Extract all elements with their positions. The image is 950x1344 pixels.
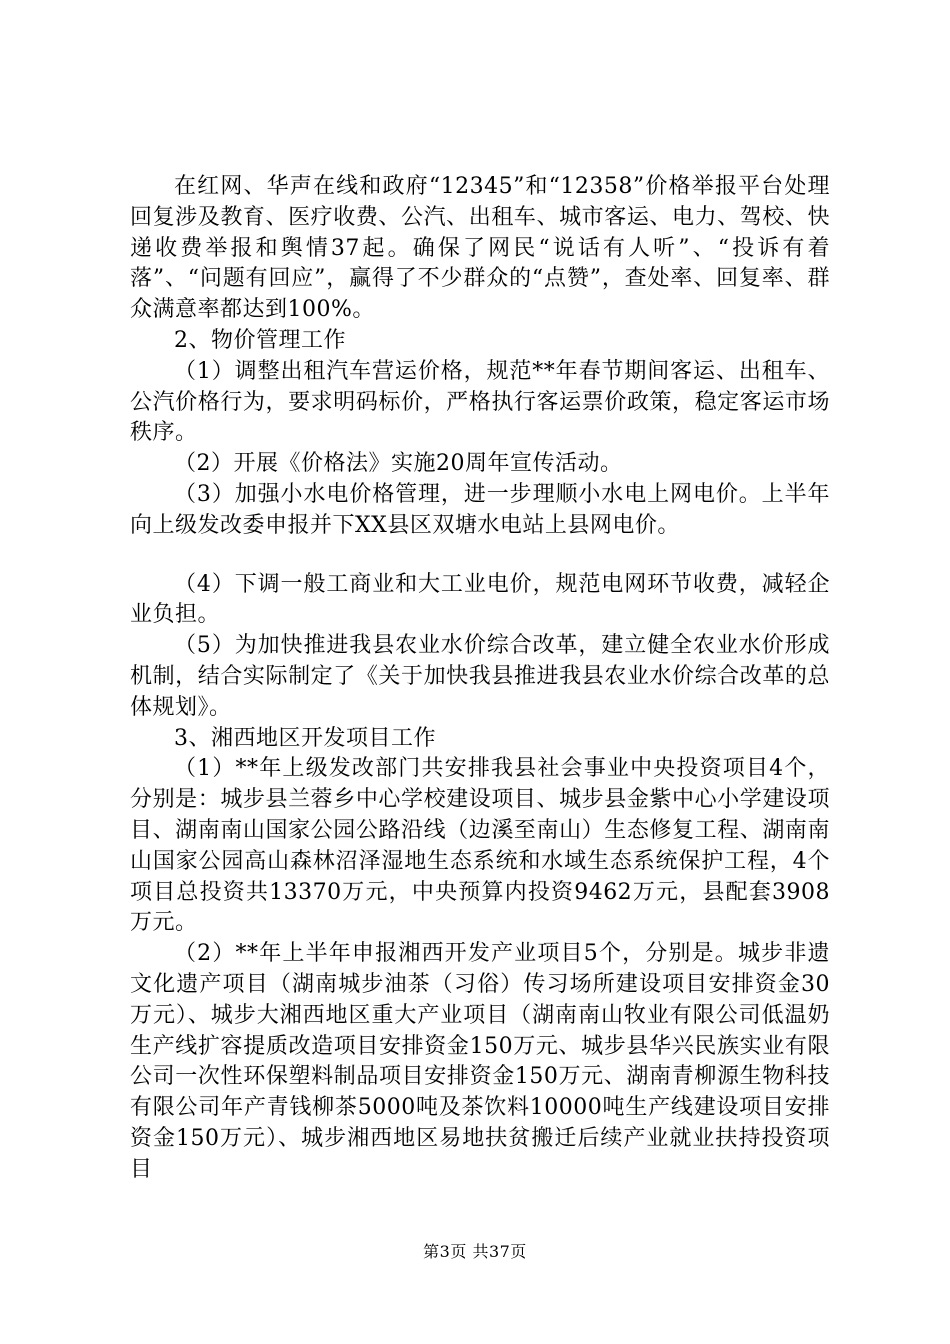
paragraph-taxi-pricing: （1）调整出租汽车营运价格，规范**年春节期间客运、出租车、公汽价格行为，要求明码标价，严格执行客运票价政策，稳定客运市场秩序。 bbox=[130, 358, 830, 446]
heading-xiangxi-projects: 3、湘西地区开发项目工作 bbox=[174, 725, 436, 751]
paragraph-water-price-reform: （5）为加快推进我县农业水价综合改革，建立健全农业水价形成机制，结合实际制定了《关于加快我县推进我县农业水价综合改革的总体规划》。 bbox=[130, 633, 830, 720]
document-body bbox=[130, 172, 830, 1186]
page-number-footer: 第3页 共37页 bbox=[423, 1242, 527, 1261]
paragraph-hydropower-pricing: （3）加强小水电价格管理，进一步理顺小水电上网电价。上半年向上级发改委申报并下XX县区双塘水电站上县网电价。 bbox=[130, 481, 830, 538]
paragraph-industry-projects: （2）**年上半年申报湘西开发产业项目5个，分别是。城步非遗文化遗产项目（湖南城步油茶（习俗）传习场所建设项目安排资金30万元）、城步大湘西地区重大产业项目（湖南南山牧业有限公司低温奶生产线扩容提质改造项目安排资金150万元、城步县华兴民族实业有限公司一次性环保塑料制品项目安排资金150万元、湖南青柳源生物科技有限公司年产青钱柳茶5000吨及茶饮料10000吨生产线建设项目安排资金150万元）、城步湘西地区易地扶贫搬迁后续产业就业扶持投资项目 bbox=[130, 941, 830, 1182]
paragraph-complaint-handling: 在红网、华声在线和政府“12345”和“12358”价格举报平台处理回复涉及教育、医疗收费、公汽、出租车、城市客运、电力、驾校、快递收费举报和舆情37起。确保了网民“说话有人听”、“投诉有着落”、“问题有回应”，赢得了不少群众的“点赞”，查处率、回复率、群众满意率都达到100%。 bbox=[130, 174, 830, 323]
paragraph-electricity-price-cut: （4）下调一般工商业和大工业电价，规范电网环节收费，减轻企业负担。 bbox=[130, 571, 830, 628]
heading-price-management: 2、物价管理工作 bbox=[174, 327, 346, 353]
paragraph-gap bbox=[130, 542, 830, 570]
paragraph-price-law-campaign: （2）开展《价格法》实施20周年宣传活动。 bbox=[174, 451, 623, 477]
paragraph-central-investment-projects: （1）**年上级发改部门共安排我县社会事业中央投资项目4个，分别是：城步县兰蓉乡中心学校建设项目、城步县金紫中心小学建设项目、湖南南山国家公园公路沿线（边溪至南山）生态修复工程、湖南南山国家公园高山森林沼泽湿地生态系统和水域生态系统保护工程，4个项目总投资共13370万元，中央预算内投资9462万元，县配套3908万元。 bbox=[130, 756, 830, 936]
